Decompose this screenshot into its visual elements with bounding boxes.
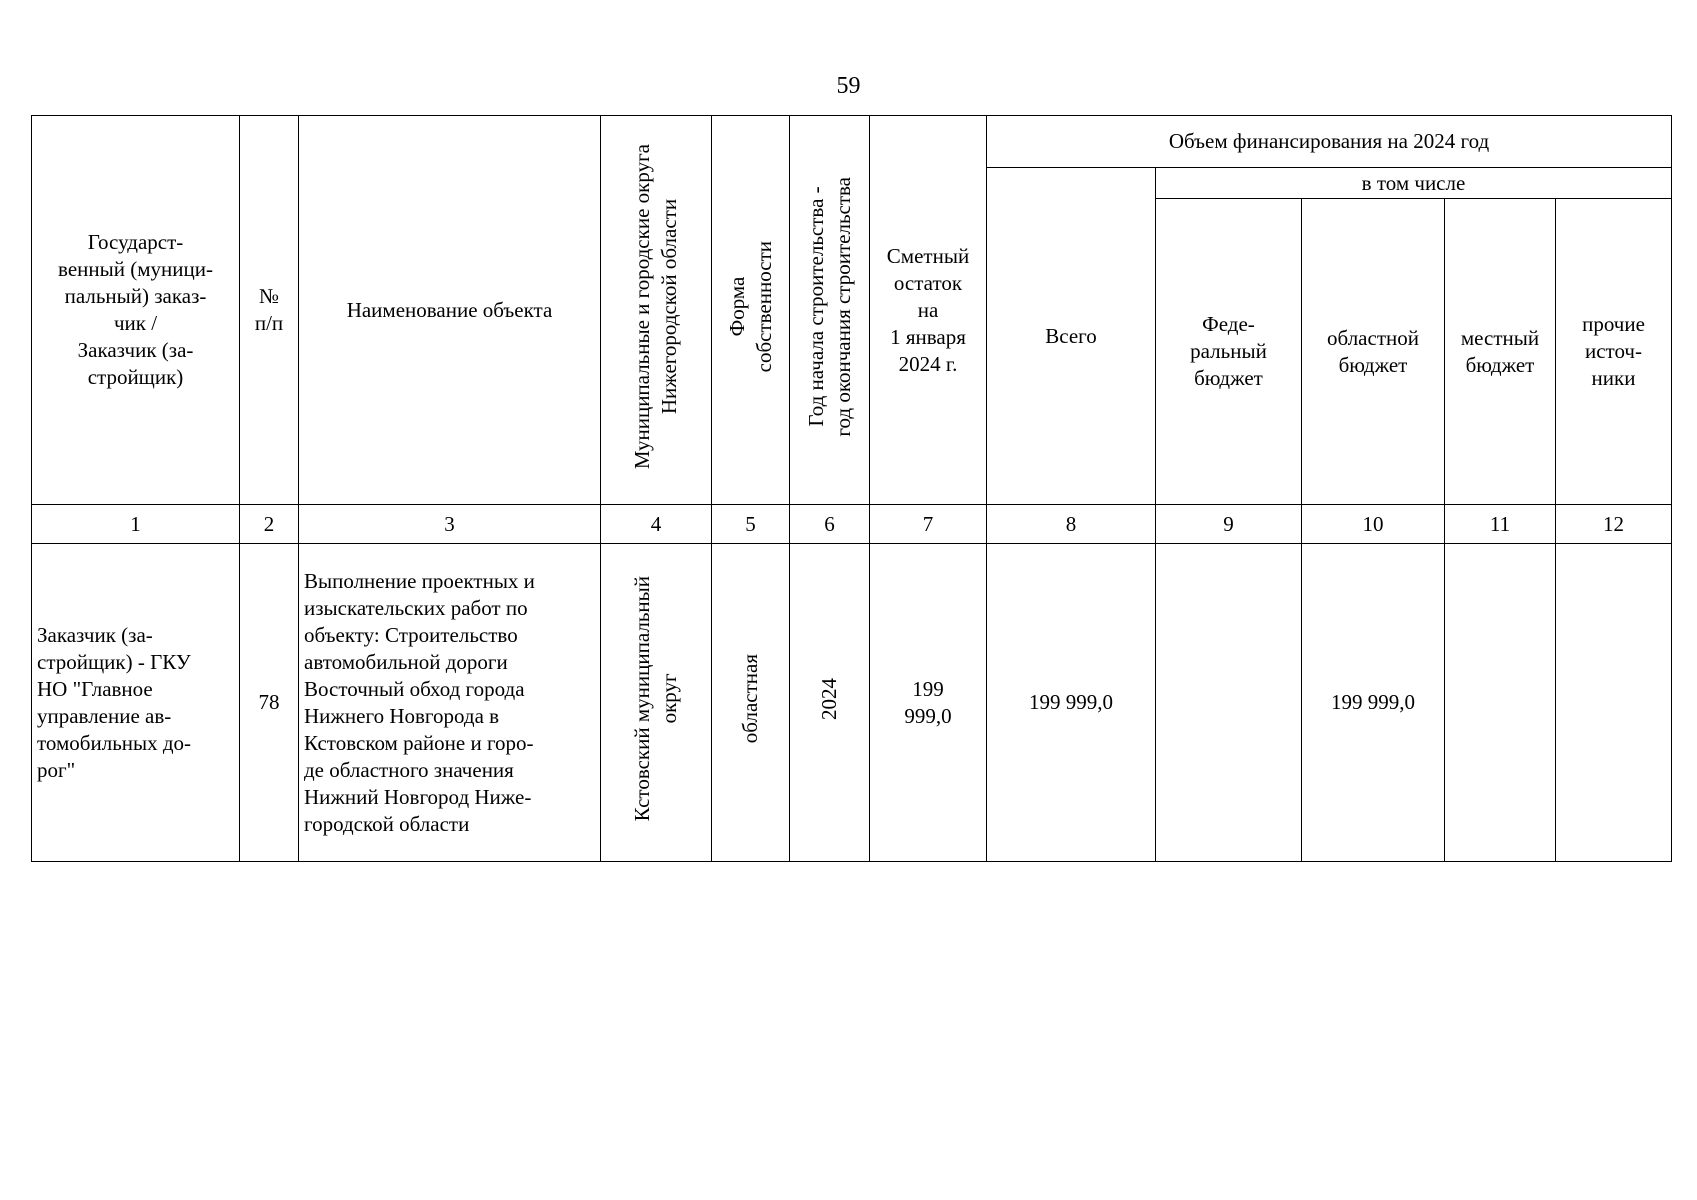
column-number: 1 — [32, 505, 240, 544]
page-number: 59 — [836, 73, 861, 99]
header-regional: областной бюджет — [1302, 199, 1445, 505]
header-customer: Государст- венный (муници- пальный) заказ- чик / Заказчик (за- стройщик) — [32, 116, 240, 505]
column-number: 9 — [1156, 505, 1302, 544]
header-estimate-balance: Сметный остаток на 1 января 2024 г. — [870, 116, 987, 505]
cell-years: 2024 — [817, 678, 841, 720]
header-object-name: Наименование объекта — [299, 116, 601, 505]
header-number: № п/п — [240, 116, 299, 505]
header-district-cell — [601, 116, 712, 505]
header-district: Муниципальные и городские округа Нижегородской области — [630, 143, 681, 470]
header-total: Всего — [987, 168, 1156, 505]
column-number: 11 — [1445, 505, 1556, 544]
cell-number: 78 — [240, 544, 299, 862]
cell-total: 199 999,0 — [987, 544, 1156, 862]
column-number: 3 — [299, 505, 601, 544]
column-number: 5 — [712, 505, 790, 544]
header-other: прочие источ- ники — [1556, 199, 1672, 505]
cell-district: Кстовский муниципальный округ — [630, 576, 681, 822]
cell-local — [1445, 544, 1556, 862]
header-ownership-cell — [712, 116, 790, 505]
header-years: Год начала строительства - год окончания строительства — [803, 176, 855, 437]
table-row — [32, 544, 1672, 862]
column-number: 2 — [240, 505, 299, 544]
header-local: местный бюджет — [1445, 199, 1556, 505]
column-number: 8 — [987, 505, 1156, 544]
cell-other — [1556, 544, 1672, 862]
cell-object-name: Выполнение проектных и изыскательских работ по объекту: Строительство автомобильной дороги Восточный обход города Нижнего Новгорода в Кстовском районе и горо- де областного значения Нижний Новгород Ниже- городской области — [299, 544, 601, 862]
column-number: 6 — [790, 505, 870, 544]
funding-table — [31, 115, 1672, 862]
header-funding-group: Объем финансирования на 2024 год — [987, 116, 1672, 168]
header-years-cell — [790, 116, 870, 505]
cell-regional: 199 999,0 — [1302, 544, 1445, 862]
cell-district-cell — [601, 544, 712, 862]
column-number: 12 — [1556, 505, 1672, 544]
cell-ownership: областная — [738, 654, 762, 744]
header-ownership: Форма собственности — [724, 240, 776, 373]
cell-years-cell — [790, 544, 870, 862]
cell-customer: Заказчик (за- стройщик) - ГКУ НО "Главное управление ав- томобильных до- рог" — [32, 544, 240, 862]
column-number: 10 — [1302, 505, 1445, 544]
cell-estimate-balance: 199 999,0 — [870, 544, 987, 862]
cell-ownership-cell — [712, 544, 790, 862]
cell-federal — [1156, 544, 1302, 862]
column-number: 7 — [870, 505, 987, 544]
header-federal: Феде- ральный бюджет — [1156, 199, 1302, 505]
column-number: 4 — [601, 505, 712, 544]
header-including: в том числе — [1156, 168, 1672, 199]
